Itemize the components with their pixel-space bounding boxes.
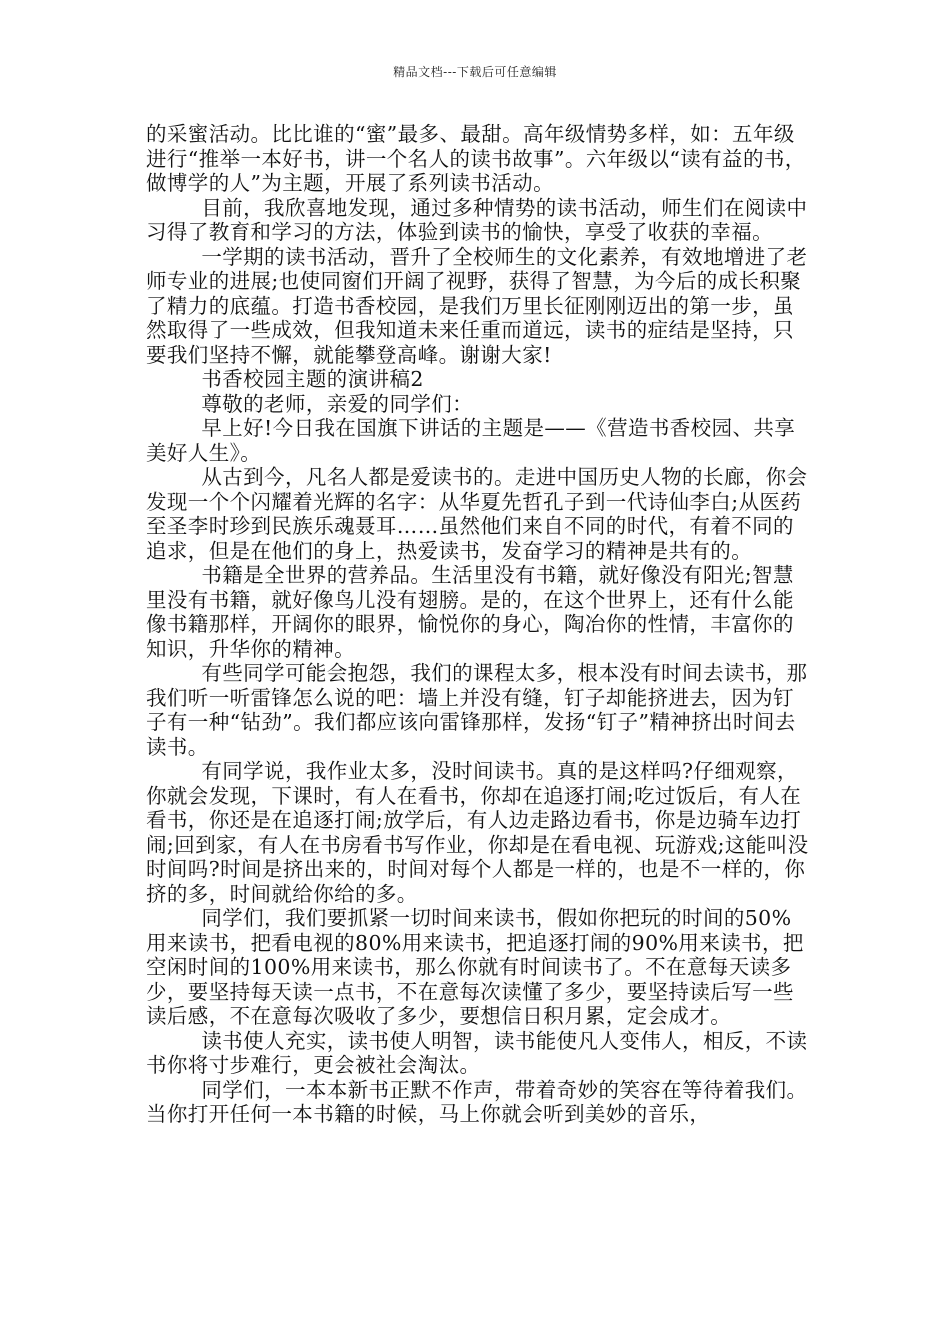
paragraph: 的采蜜活动。比比谁的“蜜”最多、最甜。高年级情势多样，如：五年级进行“推举一本好书，讲一个名人的读书故事”。六年级以“读有益的书，做博学的人”为主题，开展了系列读书活动。: [146, 122, 806, 195]
paragraph: 有些同学可能会抱怨，我们的课程太多，根本没有时间去读书，那我们听一听雷锋怎么说的吧：墙上并没有缝，钉子却能挤进去，因为钉子有一种“钻劲”。我们都应该向雷锋那样，发扬“钉子”精神挤出时间去读书。: [146, 661, 808, 759]
document-body: [146, 122, 810, 1127]
paragraph: 同学们，一本本新书正默不作声，带着奇妙的笑容在等待着我们。当你打开任何一本书籍的时候，马上你就会听到美妙的音乐，: [146, 1077, 808, 1126]
paragraph: 从古到今，凡名人都是爱读书的。走进中国历史人物的长廊，你会发现一个个闪耀着光辉的名字：从华夏先哲孔子到一代诗仙李白;从医药至圣李时珍到民族乐魂聂耳……虽然他们来自不同的时代，有着不同的追求，但是在他们的身上，热爱读书，发奋学习的精神是共有的。: [146, 465, 808, 563]
paragraph: 读书使人充实，读书使人明智，读书能使凡人变伟人，相反，不读书你将寸步难行，更会被社会淘汰。: [146, 1028, 808, 1077]
paragraph: 目前，我欣喜地发现，通过多种情势的读书活动，师生们在阅读中习得了教育和学习的方法，体验到读书的愉快，享受了收获的幸福。: [146, 195, 808, 244]
salutation: 尊敬的老师，亲爱的同学们：: [201, 391, 474, 416]
paragraph: 早上好!今日我在国旗下讲话的主题是——《营造书香校园、共享美好人生》。: [146, 416, 796, 465]
paragraph: 同学们，我们要抓紧一切时间来读书，假如你把玩的时间的50%用来读书，把看电视的80%用来读书，把追逐打闹的90%用来读书，把空闲时间的100%用来读书，那么你就有时间读书了。不在意每天读多少，要坚持每天读一点书，不在意每次读懂了多少，要坚持读后写一些读后感，不在意每次吸收了多少，要想信日积月累，定会成才。: [146, 906, 804, 1028]
section-title: 书香校园主题的演讲稿2: [201, 367, 424, 391]
paragraph: 有同学说，我作业太多，没时间读书。真的是这样吗?仔细观察，你就会发现，下课时，有人在看书，你却在追逐打闹;吃过饭后，有人在看书，你还是在追逐打闹;放学后，有人边走路边看书，你是边骑车边打闹;回到家，有人在书房看书写作业，你却是在看电视、玩游戏;这能叫没时间吗?时间是挤出来的，时间对每个人都是一样的，也是不一样的，你挤的多，时间就给你给的多。: [146, 759, 809, 906]
paragraph: 一学期的读书活动，晋升了全校师生的文化素养，有效地增进了老师专业的进展;也使同窗们开阔了视野，获得了智慧，为今后的成长积聚了精力的底蕴。打造书香校园，是我们万里长征刚刚迈出的第一步，虽然取得了一些成效，但我知道未来任重而道远，读书的症结是坚持，只要我们坚持不懈，就能攀登高峰。谢谢大家!: [146, 244, 808, 367]
page-header: 精品文档---下载后可任意编辑: [393, 65, 557, 79]
paragraph: 书籍是全世界的营养品。生活里没有书籍，就好像没有阳光;智慧里没有书籍，就好像鸟儿没有翅膀。是的，在这个世界上，还有什么能像书籍那样，开阔你的眼界，愉悦你的身心，陶冶你的性情，丰富你的知识，升华你的精神。: [146, 563, 794, 661]
